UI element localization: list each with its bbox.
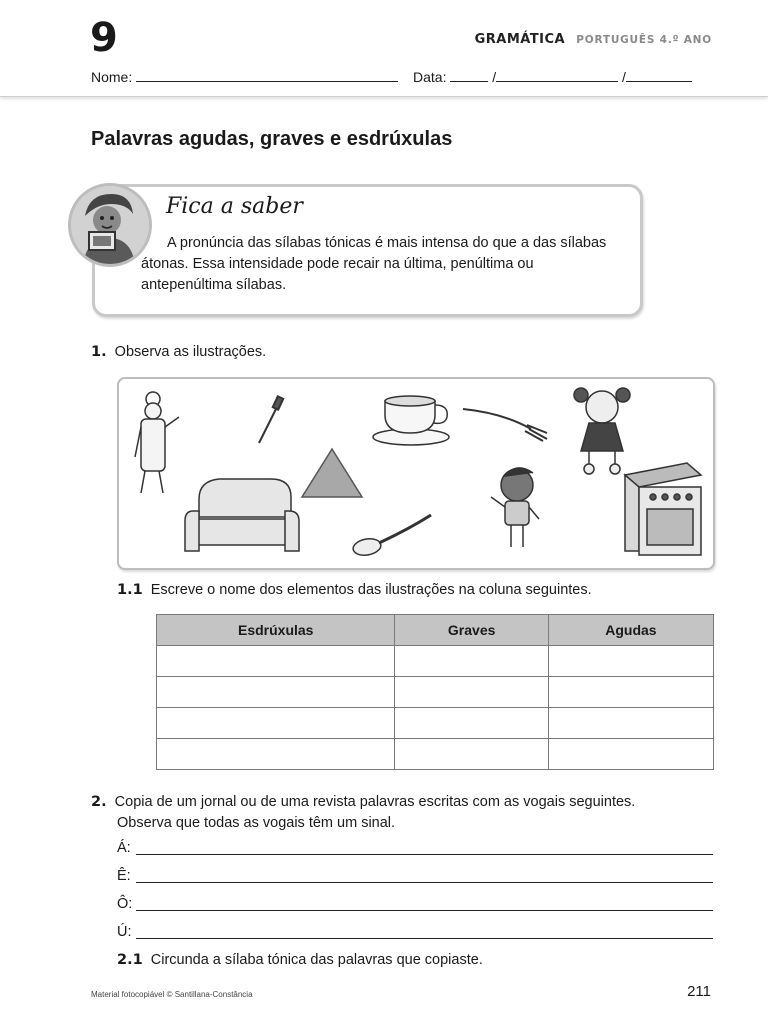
triangle-illustration — [302, 449, 362, 497]
question-text: Circunda a sílaba tónica das palavras que copiaste. — [150, 952, 483, 968]
question-text-line-2: Observa que todas as vogais têm um sinal. — [117, 815, 396, 831]
answer-line-a[interactable] — [117, 840, 713, 856]
column-header-graves: Graves — [395, 615, 548, 646]
info-text — [141, 233, 621, 296]
question-text: Escreve o nome dos elementos das ilustrações na coluna seguintes. — [150, 582, 592, 598]
date-separator: / — [492, 69, 497, 85]
column-header-esdruxulas: Esdrúxulas — [157, 615, 395, 646]
subject-heading — [475, 28, 712, 47]
table-cell[interactable] — [395, 677, 548, 708]
column-header-agudas: Agudas — [548, 615, 713, 646]
table-cell[interactable] — [548, 677, 713, 708]
question-2-1 — [117, 952, 483, 968]
page-number: 211 — [687, 983, 711, 1000]
table-cell[interactable] — [157, 739, 395, 770]
boy-illustration — [491, 468, 539, 547]
toothbrush-illustration — [259, 396, 283, 443]
question-text: Observa as ilustrações. — [114, 344, 267, 360]
vowel-label: Á: — [117, 840, 131, 856]
table-row — [157, 677, 714, 708]
date-field[interactable] — [413, 68, 692, 85]
doctor-illustration — [135, 392, 179, 493]
answer-line-o[interactable] — [117, 896, 713, 912]
copyright-notice: Material fotocopiável © Santillana-Constância — [91, 990, 253, 999]
table-cell[interactable] — [548, 646, 713, 677]
question-number: 1.1 — [117, 582, 143, 598]
table-cell[interactable] — [157, 646, 395, 677]
course-label: PORTUGUÊS 4.º ANO — [576, 34, 712, 46]
vowel-label: Ô: — [117, 896, 133, 912]
name-label: Nome: — [91, 69, 133, 85]
name-field[interactable] — [91, 68, 398, 85]
vowel-label: Ê: — [117, 868, 131, 884]
question-number: 2. — [91, 794, 107, 810]
illustrations-panel — [117, 377, 715, 570]
table-cell[interactable] — [548, 739, 713, 770]
table-cell[interactable] — [548, 708, 713, 739]
answer-line-u[interactable] — [117, 924, 713, 940]
info-heading: Fica a saber — [166, 194, 303, 219]
table-cell[interactable] — [395, 739, 548, 770]
table-row — [157, 739, 714, 770]
cup-illustration — [373, 396, 449, 445]
spoon-illustration — [352, 515, 431, 557]
subject-title: GRAMÁTICA — [474, 32, 566, 47]
stove-illustration — [625, 463, 701, 555]
fork-illustration — [463, 409, 547, 441]
question-1-1 — [117, 582, 592, 598]
girl-at-computer-icon — [68, 183, 152, 267]
question-2 — [91, 792, 635, 834]
table-row — [157, 646, 714, 677]
vowel-label: Ú: — [117, 924, 132, 940]
table-row — [157, 708, 714, 739]
date-month-blank[interactable] — [496, 68, 618, 82]
info-text-body: A pronúncia das sílabas tónicas é mais intensa do que a das sílabas átonas. Essa intensidade pode recair na última, penúltima ou antepenúltima sílabas. — [141, 235, 607, 293]
sheet-number: 9 — [90, 15, 117, 61]
question-number: 1. — [91, 344, 107, 360]
date-day-blank[interactable] — [450, 68, 488, 82]
page-title: Palavras agudas, graves e esdrúxulas — [91, 128, 453, 150]
question-1 — [91, 344, 266, 360]
sofa-illustration — [185, 479, 299, 551]
question-text-line-1: Copia de um jornal ou de uma revista palavras escritas com as vogais seguintes. — [114, 794, 636, 810]
date-year-blank[interactable] — [626, 68, 692, 82]
doll-illustration — [574, 388, 630, 474]
table-cell[interactable] — [395, 708, 548, 739]
answer-line-e[interactable] — [117, 868, 713, 884]
date-label: Data: — [413, 69, 447, 85]
word-classification-table — [156, 614, 714, 770]
name-blank[interactable] — [136, 68, 398, 82]
table-cell[interactable] — [395, 646, 548, 677]
question-number: 2.1 — [117, 952, 143, 968]
table-cell[interactable] — [157, 677, 395, 708]
table-cell[interactable] — [157, 708, 395, 739]
date-separator: / — [622, 69, 626, 85]
